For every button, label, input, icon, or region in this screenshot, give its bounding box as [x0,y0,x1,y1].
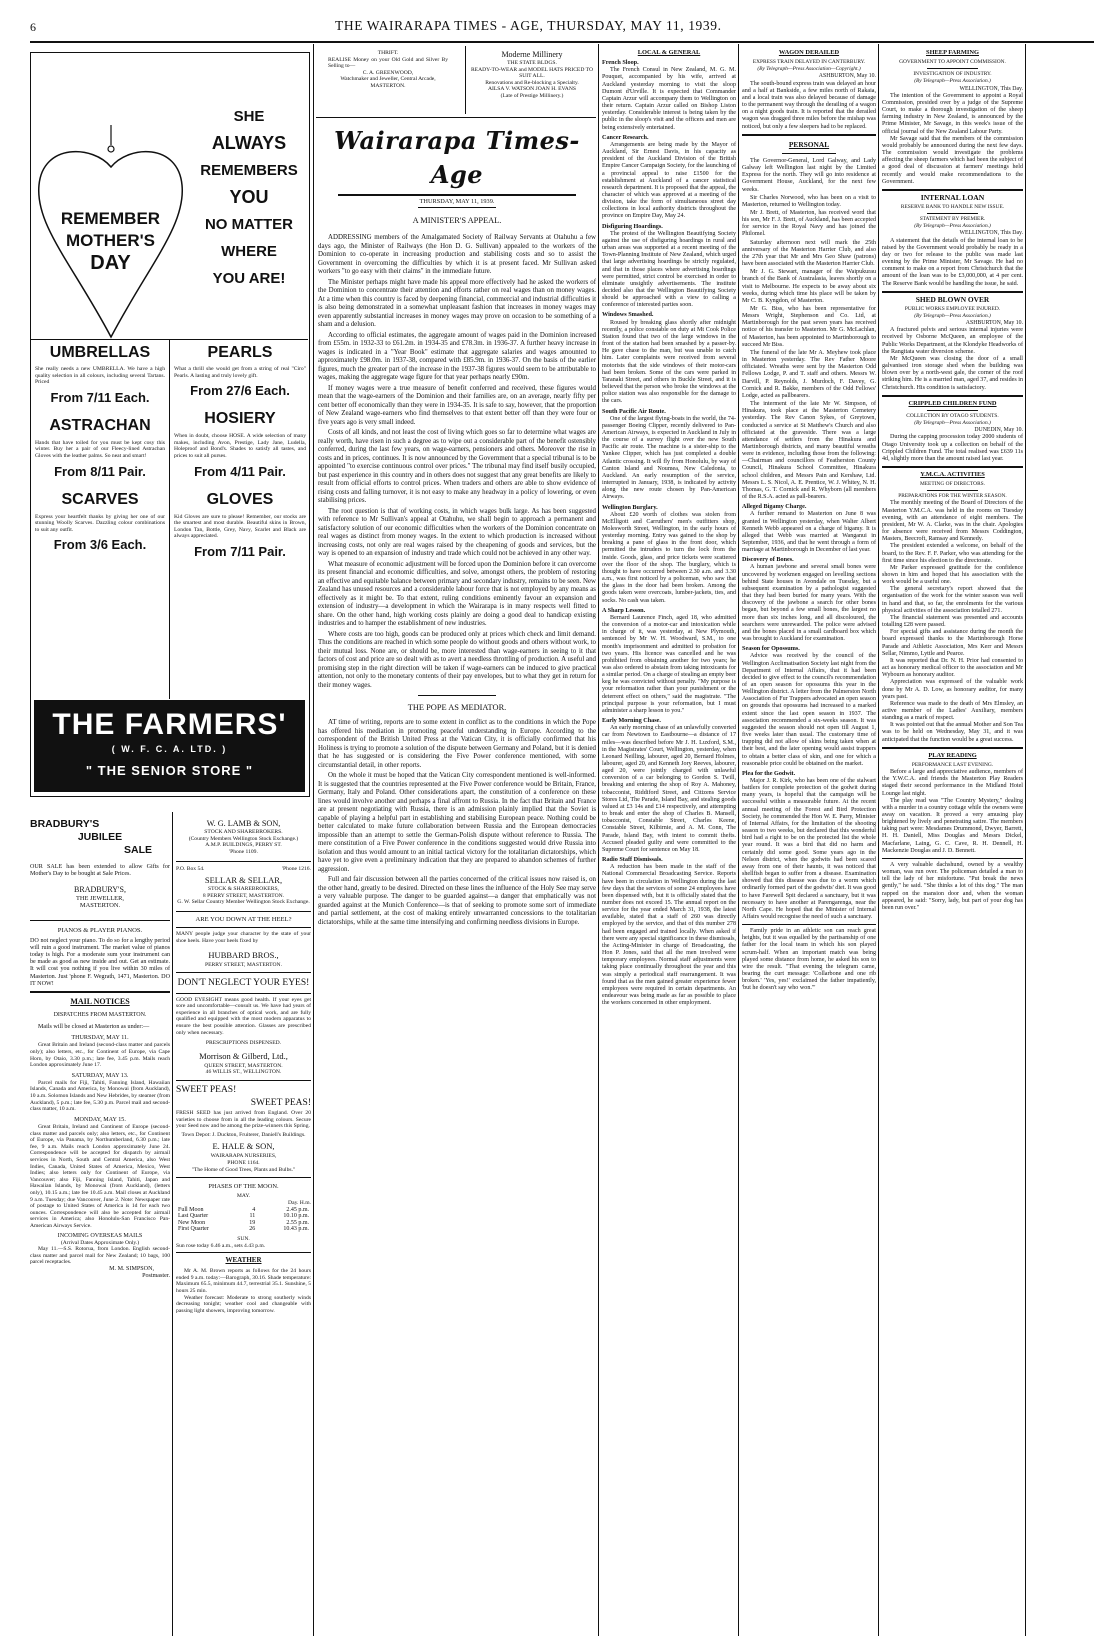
page-header [30,18,1095,40]
byline: (By Telegraph—Press Association.) [914,78,991,85]
umbrellas-title: UMBRELLAS [49,344,151,361]
personal-paragraph: Sir Charles Norwood, who has been on a visit to Masterton, returned to Wellington today. [742,194,876,208]
personal-paragraph: The Governor-General, Lord Galway, and Lady Galway left Wellington last night by the Limited Express for the north. They will go into residence at Government House, Auckland, for the next few weeks. [742,157,876,193]
news-item [742,645,876,768]
editorial-paragraph: Where costs are too high, goods can be produced only at prices which check and limit demand. Thus the conditions are reached in which some people do without goods and others without work, to their mutual loss. None are, or should be, more interested than wage-earners in seeing to it that factors of cost and price are so dealt with as to avert a needless throttling of production. A useful and promising step in the right direction will be taken if wage-earners can be induced to give practical attention, not only to the monetary contents of their pay envelopes, but to what they get in return for their money wages. [318,630,596,689]
section-subtitle: INVESTIGATION OF INDUSTRY. [913,71,992,78]
newspaper-masthead: Wairarapa Times-Age [334,126,580,189]
dateline: DUNEDIN, May 10. [974,427,1023,434]
millinery-line: AILSA V. WATSON JOAN H. EVANS [487,86,576,93]
umbrellas-price: From 7/11 Each. [50,389,150,405]
slogan-line: YOU [229,187,269,207]
pearls-body: What a thrill she would get from a string of real "Ciro" Pearls. A lasting and truly lovely gift. [174,366,306,379]
mail-date: SATURDAY, MAY 13. [71,1072,129,1079]
mothers-slogan [189,103,309,292]
eyes-line: 46 WILLIS ST., WELLINGTON. [205,1069,282,1076]
scarves-title: SCARVES [61,490,139,508]
mail-date: MONDAY, MAY 15. [74,1116,126,1123]
millinery-line: (Late of Prestige Millinery.) [500,92,564,99]
lamb-line: A.M.P. BUILDINGS, PERRY ST. [205,842,282,849]
mail-subtitle: DISPATCHES FROM MASTERTON. [53,1011,147,1018]
editorial-paragraph: On the whole it must be hoped that the Vatican City correspondent mentioned is well-informed. It is suggested that the countries represented at the Five Power conference would be Britain, France, Germany, Italy and Poland. Other considerations apart, the constitution of a conference on these lines would involve another and perhaps a final affront to Russia. In the fact that Britain and France are at present negotiating with Russia, there is an admission plainly implied that the Soviet is capable of playing a helpful part in establishing and stabilising European peace. Nothing could be better calculated to make future collaboration between Russia and the European democracies impossible than an attempt to settle the German-Polish dispute without reference to Russia. The mere constitution of a Five Power conference in the conditions suggested would drive Russia into isolation and thus would amount to an initial tactical victory for the totalitarian dictatorships, which have yet to give even a preliminary indication that they are prepared to abandon schemes of further aggression. [318,772,596,873]
mail-paragraph: Parcel mails for Fiji, Tahiti, Fanning Island, Hawaiian Islands, Canada and America, by Monowai (from Auckland), 10 a.m. Solomon Islands and New Hebrides, by steamer (from Auckland), 5 p.m.; late fee, 5.30 p.m. Parcel mail and second-class matter, 10 a.m. [30,1079,170,1113]
news-text: One of the largest flying-boats in the world, the 74-passenger Boeing Clipper, recently delivered to Pan-American Airways, is expected in Auckland in July in the course of a survey flight over the new South Pacific air route. The machine is a sister-ship to the Yankee Clipper, which has just completed a double Atlantic crossing. It will fly from Honolulu, by way of Canton Island and Noumea, New Caledonia, to Auckland. An early resumption of the service, interrupted in January, 1938, is indicated by activity along the new route chosen by Pan-American Airways. [602,415,736,501]
astrachan-body: Hands that have toiled for you must be kept cosy this winter. Buy her a pair of our Fleecy-lined Astrachan Gloves with the leather palms. So neat and smart! [35,439,165,459]
moon-row [176,1220,311,1227]
millinery-advert [468,50,596,100]
news-heading: Discovery of Bones. [742,556,794,564]
section-title: CRIPPLED CHILDREN FUND [908,399,997,407]
thrift-name: C. A. GREENWOOD, [362,69,414,76]
lamb-line: 'Phone 1109. [229,848,258,855]
millinery-title: Moderne Millinery [501,50,563,59]
section-subtitle: RESERVE BANK TO HANDLE NEW ISSUE. [900,203,1005,210]
editorial-title: THE POPE AS MEDIATOR. [407,703,507,713]
editorial-paragraph: What measure of economic adjustment will be forced upon the Dominion before it can overcome its present financial and economic difficulties, and solve, amongst others, the problem of restoring an effective and equitable balance between primary and secondary industry, remains to be seen. New Zealand has unused resources and a considerable labour force that is not employed by any means as effectively as it might be. To that extent, ruling conditions eminently favour an expansion and extension of industry—a development in which the Wairarapa is in many respects well fitted to share. On the other hand, high working costs plainly are doing a good deal to handicap existing industries and to hamper the establishment of new industries. [318,560,596,628]
farmers-right-col [174,343,306,561]
gloves-title: GLOVES [206,490,274,508]
news-text: The south-bound express train was delayed an hour and a half at Bankside, a few miles north of Rakaia, and a local train was also delayed because of damage to the permanent way through the derailing of a wagon on a night goods train. It is reported that the derailed wagon was dragged three miles before the mishap was noticed, but only a few sleepers had to be replaced. [742,80,876,130]
news-text: Arrangements are being made by the Mayor of Auckland, Sir Ernest Davis, in his capacity as president of the Auckland Division of the British Empire Cancer Campaign Society, for the launching of a provincial appeal to raise £1500 for the establishment at Auckland of a cancer statistical research department. It is proposed that the appeal, the character of which was approved at a meeting of the division, take the form of simultaneous street day collections in local authority districts throughout the province on Empire Day, May 24. [602,141,736,220]
eyes-line: QUEEN STREET, MASTERTON. [204,1062,283,1069]
mail-paragraph: Great Britain and Ireland (second-class matter and parcels only); also letters, etc., for Continent of Europe, via Cape Horn, by Otaio, 3.30 p.m.; late fee, 3.45 p.m. Mails reach London approximately June 17. [30,1042,170,1069]
news-text: A fractured pelvis and serious internal injuries were received by Osborne McQueen, an employee of the Public Works Department, at the Klondyke Headworks of the Rangitata water diversion scheme. [882,327,1023,355]
news-item [602,717,736,854]
thrift-advert [318,50,458,90]
peas-title: SWEET PEAS! [250,1098,311,1109]
heart-line: DAY [90,252,131,274]
personal-paragraph: Mr G. Biss, who has been representative for Messrs Wright, Stephenson and Co. Ltd, at Martinborough for the past seven years has received notice of his transfer to Masterton. Mr G. McLachlan, of Masterton, has been appointed to Martinborough to succeed Mr Biss. [742,306,876,348]
sun-title: SUN. [237,1235,250,1242]
news-heading: Windows Smashed. [602,311,654,319]
sellar-phone: 'Phone 1216. [282,866,311,873]
slogan-line: SHE [233,108,265,125]
hubbard-title: ARE YOU DOWN AT THE HEEL? [195,915,292,923]
moon-day: 19 [249,1219,256,1226]
farmers-logo [34,700,305,792]
section-title: SHEEP FARMING [926,49,979,56]
sun-line: Sun rose today 6.46 a.m., sets 4.43 p.m. [176,1242,266,1249]
news-text: Family pride in an athletic son can reach great heights, but it was equalled by the partisanship of one father for the local team in which his son played scrum-half. When an important match was being played some distance from home, he asked his son to wire the result. "That evening the telegram came, bearing the curt message: 'Collarbone and one rib broken.' 'Yes, yes!' exclaimed the father impatiently, 'but he doesn't say who won.'" [742,928,876,992]
bradbury-town: MASTERTON. [79,902,121,910]
news-text: A human jawbone and several small bones were uncovered by workmen engaged on levelling sections behind State houses in Avondale on Tuesday, but a subsequent examination by a pathologist suggested that they had been buried for many years. With the discovery of the jawbone a search for other bones began, but beyond a few small bones, the largest no more than six inches long, and all discoloured, the searchers were unrewarded. The police were advised and the bones placed in a small cardboard box which was brought to Auckland for examination. [742,564,876,643]
news-item [742,503,876,554]
personal-paragraph: The interment of the late Mr W. Simpson, of Hinakura, took place at the Masterton Cemetery yesterday. The Rev Canon Sykes, of Greytown, conducted a service at St Matthew's Church and also officiated at the graveside. There was a large attendance of settlers from the Hinakura and Martinborough districts, and many beautiful wreaths were in evidence, including those from the following:—Chairman and councillors of Featherston County Council, Hinakura School Committee, Hinakura school children, and Messrs Pain and Kershaw, Ltd. Messrs L. S. Nicol, A. E. Prentice, W. J. Whitey, N. H. Thomas, G. T. Cornick and R. Whyborn (all members of the R.S.A. acted as pall-bearers. [742,401,876,501]
column-1 [30,818,170,1280]
lamb-title: W. G. LAMB & SON, [206,819,281,828]
peas-name: E. HALE & SON, [212,1141,275,1152]
heart-text [33,208,188,274]
news-item [602,504,736,605]
moon-phase: New Moon [178,1219,206,1226]
section-title: SHED BLOWN OVER [915,294,990,304]
byline: (By Telegraph—Press Association—Copyright.) [757,66,861,73]
masthead-line: THE WAIRARAPA TIMES - AGE, THURSDAY, MAY 11, 1939. [335,18,722,33]
news-item [602,311,736,405]
section-title: PERSONAL [788,139,830,149]
moon-unit: Day. H.m. [288,1199,311,1206]
section-subtitle: PUBLIC WORKS EMPLOYEE INJURED. [904,305,1001,312]
mail-paragraph: May 11.—S.S. Rotorua, from London. English second-class matter and parcel mail for New Zealand; 10 bags, 100 parcel receptacles. [30,1246,170,1266]
dateline: WELLINGTON, This Day. [959,85,1023,92]
thrift-trade: Watchmaker and Jeweller, Central Arcade, [340,76,436,83]
editorial-paragraph: Full and fair discussion between all the parties concerned of the critical issues now raised is, on the other hand, greatly to be desired. Directed on these lines the influence of the Holy See may serve a very valuable purpose. The danger to be guarded against—a danger that emphatically was not guarded against at the Munich Conference—is that of seeking to promote some sort of immediate and partial settlement, at the cost of making entirely unwarranted concessions to the totalitarian dictatorships, while at the same time intensifying and confirming needless divisions in Europe. [318,876,596,926]
moon-time: 2.55 p.m. [286,1219,309,1226]
editorial-paragraph: Costs of all kinds, and not least the cost of living which goes so far to determine what wages are really worth, have risen in such a degree as to wipe out a considerable part of the benefit ostensibly conferred, during the last few years, on wage-earners, pensioners and others. Moreover the rise in costs and in prices, continues. It is now announced by the Government that a special tribunal is to be appointed "to exercise continuous control over prices." The tribunal may find itself busily occupied, but past experience in this country and in others does not suggest that any great benefits are likely to result from official efforts to control prices. When traders and others are able to show evidence of rising costs and falling turnover, it is not easy to make any headway in a policy of lowering, or even stabilising prices. [318,429,596,505]
news-heading: Wellington Burglary. [602,503,658,511]
peas-line: WAIRARAPA NURSERIES, [210,1153,277,1160]
editorial-paragraph: ADDRESSING members of the Amalgamated Society of Railway Servants at Otahuhu a few days ago, the Minister of Railways (the Hon D. G. Sullivan) appealed to the workers of the Dominion to co-operate in increasing production and stabilising costs and so to assist the Government in overcoming the difficulties by which it is at present faced. Mr Sullivan asked workers "to go easy with their claims" in the immediate future. [318,234,596,276]
slogan-line: WHERE [221,243,277,260]
editorial-paragraph: AT time of writing, reports are to some extent in conflict as to the conditions in which the Pope has offered his mediation in promoting peaceful understanding in Europe. According to the correspondent of the British United Press at the Vatican City, it is officially confirmed that his Holiness is trying to promote a solution of the dispute between Germany and Poland, but it is denied that he has suggested or is considering the Five Power conference mentioned, with some circumstantial detail, in other reports. [318,719,596,769]
section-subtitle: COLLECTION BY OTAGO STUDENTS. [906,412,999,419]
news-heading: Plea for the Godwit. [742,769,796,777]
ymca-paragraph: Mr Parker expressed gratitude for the confidence shown in him and hoped that his association with the work would be a useful one. [882,564,1023,586]
mail-title: MAIL NOTICES [70,996,130,1006]
news-item [602,59,736,132]
moon-time: 10.43 p.m. [283,1226,309,1233]
news-text: About £20 worth of clothes was stolen from McElligott and Carruthers' men's outfitters shop, Molesworth Street, Wellington, in the early hours of yesterday morning. Entry was gained to the shop by breaking a pane of glass in the front door, which permitted the intruders to turn the lock from the inside. Goods, glass, and price tickets were scattered over the floor of the shop. The burglary, which is thought to have occurred between 2.30 a.m. and 3.30 a.m., was first noticed by a policeman, who saw that the glass in the door had been broken. Among the goods taken were overcoats, lumber-jackets, ties, and socks. No cash was taken. [602,511,736,604]
personal-paragraph: Mr J. Brett, of Masterton, has received word that his son, Mr F. J. Brett, of Auckland, has been accepted for service in the Royal Navy and has joined the Philomel. [742,209,876,238]
hubbard-body: MANY people judge your character by the state of your shoe heels. Have your heels fixed by [176,930,311,944]
byline: (By Telegraph—Press Association.) [914,313,991,319]
pearls-title: PEARLS [207,344,273,361]
personal-paragraph: The funeral of the late Mr A. Meyhew took place in Masterton yesterday. The Rev Father Moore officiated. Wreaths were sent by the Masterton Odd Fellows Lodge, P. and T. staff and others. Messrs W. Darvill, P. Reynolds, J. Murdoch, F. Davey, G. Cornick and R. Bakke, members of the Odd Fellows' Lodge, acted as pallbearers. [742,349,876,399]
news-text: Roused by breaking glass shortly after midnight recently, a police constable on duty at Mt Cook Police Station found that two of the large windows in the front of the station had been smashed by a passer-by. He gave chase to the man, but was unable to catch him. Later complaints were received from several motorists that the side windows of their motor-cars had been broken. Some of the cars were parked in Taranaki Street, and others in Buckle Street, and it is believed that the person who broke the windows at the police station was also responsible for the damage to the cars. [602,319,736,405]
hubbard-name: HUBBARD BROS., [208,950,279,961]
lamb-line: STOCK AND SHAREBROKERS. [204,829,283,835]
moon-time: 10.10 p.m. [283,1213,309,1220]
section-title: WAGON DERAILED [778,49,840,56]
sellar-line: G. W. Sellar Country Member Wellington Stock Exchange. [177,899,310,906]
sellar-title: SELLAR & SELLAR, [204,874,283,885]
astrachan-title: ASTRACHAN [49,416,151,434]
column-rule [172,812,173,1636]
ymca-paragraph: For special gifts and assistance during the month the board expressed thanks to the Martinborough Horse Parade and Athletic Association, Mrs Kerr and Messrs Sellar, Nimmo, Lyttle and Pearce. [882,629,1023,657]
heart-line: REMEMBER [60,209,161,228]
mail-paragraph: Great Britain, Ireland and Continent of Europe (second-class matter and parcels only; also letters, etc., for Continent of Europe, via Panama, by Northumberland, 6.30 p.m.; late fee, 9 a.m. Mails reach London approximately June 24. Correspondence will be accepted for dispatch by airmail services in North, South and Central America, also West Indies, Canada, United States of America, Mexico, West Indies; also letters only for Continent of Europe, via Vancouver; also Fiji, Fanning Island, Tahiti, Japan and Hawaiian Islands, by Monowai (from Auckland), (letters only), 10.15 a.m.; late fee 10.45 a.m. Mail closes at Auckland 9 a.m. Tuesday; due Vancouver, June 2. Note: Newspaper rate of postage to United States of America is 1d for each two ounces. Correspondence will also be accepted for airmail services in America; also Honolulu-San Francisco Pan-American Airways Service. [30,1124,170,1229]
weather-title: WEATHER [225,1256,262,1265]
pearls-price: From 27/6 Each. [190,383,290,399]
news-text: Bernard Laurence Finch, aged 18, who admitted the conversion of a motor-car and intoxication while in charge of it, was yesterday, at New Plymouth, sentenced by Mr W. H. Woodward, S.M., to one month's imprisonment and admitted to probation for two years. His licence was cancelled and he was prohibited from obtaining another for two years; he was also ordered to abstain from taking intoxicants for a similar period. On a charge of stealing an empty beer keg he was convicted without penalty. "My purpose is your reformation rather than your punishment or the deterrent effect on others," said the magistrate. "The principal purpose is your reformation, but I must administer a sharp lesson to you." [602,614,736,714]
news-heading: South Pacific Air Route. [602,407,666,415]
personal-paragraph: Saturday afternoon next will mark the 25th anniversary of the Masterton Harrier Club, and also the 27th year that Mr and Mrs Geo Shaw (patrons) have been associated with the Masterton Harrier Club. [742,239,876,268]
news-heading: A Sharp Lesson. [602,606,646,614]
dateline: WELLINGTON, This Day. [959,230,1023,237]
hosiery-price: From 4/11 Pair. [194,463,286,479]
umbrellas-body: She really needs a new UMBRELLA. We have a high quality selection in all colours, including several Tartans. Priced [35,366,165,386]
moon-row [176,1226,311,1233]
section-subtitle: GOVERNMENT TO APPOINT COMMISSION. [899,59,1006,66]
news-heading: French Sloop. [602,59,639,67]
moon-day: 4 [252,1206,256,1213]
hosiery-title: HOSIERY [204,410,276,428]
editorial-title: A MINISTER'S APPEAL. [412,216,502,226]
section-subtitle: STATEMENT BY PREMIER. [919,216,986,223]
moon-time: 2.45 p.m. [286,1206,309,1213]
dateline: ASHBURTON, May 10. [965,320,1023,327]
mail-date: INCOMING OVERSEAS MAILS [57,1232,143,1239]
peas-line: PHONE 1164. [227,1160,260,1166]
news-text: Mr McQueen was closing the door of a small galvanised iron storage shed when the building was blown over by a north-west gale, the corner of the roof striking him. He is a married man, aged 37, and resides in Christchurch. His condition is satisfactory. [882,355,1023,391]
news-text: The protest of the Wellington Beautifying Society against the use of disfiguring hoardings in rural and urban areas was supported at a recent meeting of the Town-Planning Institute of New Zealand, which urged that large advertising hoardings be strictly regulated, and that in those places where advertising hoardings were permitted, strict control be exercised in order to eliminate unsightly advertisements. The institute decided also that the Wellington Beautifying Society should be approached with a view to calling a conference of interested parties soon. [602,230,736,309]
thrift-town: MASTERTON. [370,82,406,89]
millinery-line: Renovations and Re-blocking a Specialty. [485,79,579,86]
news-text: A very valuable dachshund, owned by a wealthy woman, was run over. The policeman detailed a man to tell the lady of her misfortune. "Put break the news gently," he said. "She thinks a lot of this dog." The man rapped on the mansion door and, when the woman appeared, he said: "Sorry, lady, but part of your dog has been run over." [882,861,1023,911]
column-2 [176,818,311,1314]
column-rule [738,44,739,1636]
byline: (By Telegraph—Press Association.) [914,223,991,230]
page-number: 6 [30,20,36,34]
bradbury-shop: THE JEWELLER, [76,895,124,903]
farmers-left-col [35,343,165,554]
column-rule [1025,44,1026,1636]
eyes-name: Morrison & Gilberd, Ltd., [199,1050,288,1061]
farmers-slogan: " THE SENIOR STORE " [85,763,254,778]
news-heading: Disfiguring Hoardings. [602,222,663,230]
scarves-price: From 3/6 Each. [53,537,147,553]
slogan-line: ALWAYS [211,133,287,153]
local-general-column [602,46,736,1007]
gloves-price: From 7/11 Pair. [194,543,286,559]
moon-table [176,1207,311,1233]
news-heading: Radio Staff Dismissals. [602,856,663,864]
mail-date: (Arrival Dates Approximate Only.) [60,1239,140,1246]
news-text: The intention of the Government to appoint a Royal Commission, presided over by a judge of the Supreme Court, to make a thorough investigation of the sheep farming industry in New Zealand, is announced by the Prime Minister, Mr Savage, in this week's issue of the official journal of the New Zealand Labour Party. [882,92,1023,135]
news-item [602,607,736,715]
news-text: An early morning chase of an unlawfully converted car from Newtown to Eastbourne—a distance of 17 miles—was described before Mr J. H. Luxford, S.M., in the Magistrates' Court, Wellington, yesterday, when Leonard Neilling, labourer, aged 20, Bernard Holmes, labourer, aged 20, and Kenneth Jory Reeves, labourer, aged 20, were jointly charged with unlawful conversion of a car belonging to Gordon S. Twill, breaking and entering the shop of Roy A. Mahoney, tobacconist, Riddiford Street, and Citizens Service Stores Ltd, The Parade, Island Bay, and stealing goods valued at £3 14s and £14 respectively, and attempting to break and enter the shop of Charles B. Mansell, tobacconist, Constable Street, Charles Keene, Constable Street, Kilbirnie, and A. M. Conn, The Parade, Island Bay, with intent to commit thefts. Accused pleaded guilty and were committed to the Supreme Court for sentence on May 18. [602,725,736,853]
millinery-line: THE STATE BLDGS. [507,60,557,66]
section-subtitle: PREPARATIONS FOR THE WINTER SEASON. [898,493,1007,500]
personal-column [742,46,876,993]
section-title: PLAY READING [928,751,977,759]
eyes-title: DON'T NEGLECT YOUR EYES! [177,977,310,988]
section-subtitle: EXPRESS TRAIN DELAYED IN CANTERBURY. [752,59,866,66]
news-item [602,223,736,310]
moon-row [176,1213,311,1220]
sellar-line: 8 PERRY STREET, MASTERTON. [202,892,285,899]
farmers-sub: ( W. F. C. A. LTD. ) [111,744,228,754]
news-heading: Early Morning Chase. [602,717,661,725]
slogan-line: REMEMBERS [200,162,298,179]
news-text: A further remand to Masterton on June 8 was granted in Wellington yesterday, when Walter Albert Kenneth Webb appeared on a charge of bigamy. It is alleged that Webb was married at Wanganui in September, 1936, and that he went through a form of marriage at Martinborough in December of last year. [742,511,876,554]
news-item [742,556,876,643]
ymca-paragraph: The president extended a welcome, on behalf of the board, to the Rev. F. F. Parker, who was attending for the first time since his election to the directorate. [882,543,1023,564]
news-item [602,134,736,221]
news-text: A reduction has been made in the staff of the National Commercial Broadcasting Service. Reports have been in circulation in Wellington during the last few days that the services of some 24 employees have been dispensed with, but it is officially stated that the number does not exceed 15. The annual report on the service for the year ended March 31, 1938, the latest available, stated that a staff of 260 was directly employed by the service, and that of this number 278 had been engaged and trained locally. When asked if there were any special significance in these dismissals, the Acting-Minister in charge of Broadcasting, the Hon P. Jones, said that all the men involved were temporary employees. Normal staff adjustments were taking place continually throughout the year and this was simply a periodical staff rearrangement. It was found that as the men gained greater experience fewer employees were required in certain departments. An endeavour was being made as far as possible to place the workers concerned in other employment. [602,864,736,1007]
ymca-paragraph: It was pointed out that the annual Mother and Son Tea was to be held on Wednesday, May 31, and it was anticipated that the function would be a great success. [882,722,1023,743]
personal-paragraph: Mr J. G. Stewart, manager of the Waipukurau branch of the Bank of Australasia, leaves shortly on a visit to Melbourne. He expects to be away about six weeks, during which time his place will be taken by Mr C. B. Kyngdon, of Masterton. [742,269,876,304]
eyes-line: PRESCRIPTIONS DISPENSED. [205,1040,282,1047]
slogan-line: NO MATTER [204,216,294,233]
editorial-column [318,124,596,929]
news-heading: Cancer Research. [602,133,649,141]
section-title: INTERNAL LOAN [920,192,985,202]
lamb-line: (Country Members Wellington Stock Exchange.) [188,835,299,842]
section-title: Y.M.C.A. ACTIVITIES [920,470,985,478]
column-rule [313,44,314,1636]
editorial-body [318,719,596,927]
news-text: Mr Savage said that the members of the commission would probably be announced during the next few days. The commission would investigate the problems affecting the sheep farmers which had been the subject of a good deal of discussion at farmers' meetings held recently and would make recommendations to the Government. [882,135,1023,185]
editorial-paragraph: According to official estimates, the aggregate amount of wages paid in the Dominion increased from £55m. in 1932-33 to £61.2m. in 1934-35 and £78.3m. in 1936-37. A further heavy increase in wages is indicated in a "Year Book" estimate that aggregate salaries and wages amounted to approximately £98.0m. in 1937-38, compared with £85.9m. in 1936-37. On the basis of the earlier figures, much the greater part of the increase in the 1937-38 figures would seem to be attributable to wages, making the aggregate wage figure for that year perhaps nearly £90m. [318,331,596,382]
news-text: The French Consul in New Zealand, M. G. M. Pouquet, accompanied by his wife, arrived at Auckland yesterday morning to visit the sloop Dumont d'Urville. It is expected that Commander Captain Arzur will accompany them to Wellington on their return. Captain Arzur called on Bishop Liston yesterday. Considerable interest is being taken by the public in the sloop's visit and the officers and men are being extensively entertained. [602,67,736,131]
news-text: Before a large and appreciative audience, members of the Y.W.C.A. and friends the Masterton Play Readers staged their second performance in the Midland Hotel Lounge last night. [882,769,1023,797]
bradbury-title: JUBILEE [77,831,123,843]
moon-title: PHASES OF THE MOON. [208,1183,279,1191]
news-item [742,770,876,921]
moon-month: MAY. [236,1193,251,1200]
thrift-body: REALISE Money on your Old Gold and Silver By Selling to— [328,56,448,70]
sellar-line: STOCK & SHAREBROKERS, [208,885,279,892]
bradbury-shop: BRADBURY'S, [74,885,126,895]
bradbury-body: OUR SALE has been extended to allow Gifts for Mother's Day to be bought at Sale Prices. [30,864,170,878]
millinery-line: READY-TO-WEAR and MODEL HATS PRICED TO SUIT ALL. [470,66,594,80]
editorial-paragraph: If money wages were a true measure of benefit conferred and received, these figures would mean that the wage-earners of the Dominion and their families are, on an average, nearly fifty per cent better off economically than they were in 1934-35. It is safe to say, however, that the proportion of New Zealand wage-earners who find themselves to that extent better off than they were four or five years ago is very small indeed. [318,384,596,426]
news-text: Advice was received by the council of the Wellington Acclimatisation Society last night from the Department of Internal Affairs, that it had been decided to give effect to the council's recommendation of an open season for opossums this year in the Wellington district. A letter from the Palmerston North Association of Fur Trappers advocated an open season on grounds that opossums had increased to a marked extent since the last open season in 1937. The association recommended a six-weeks season. It was suggested the season should not open till August 1, five weeks later than usual. The customary time of trapping did not allow of skins being taken when at their best, and the later opening would assist trappers to obtain a better class of skin, and one for which a reasonable price could be obtained on the market. [742,653,876,767]
ymca-paragraph: The monthly meeting of the Board of Directors of the Masterton Y.M.C.A. was held in the rooms on Tuesday evening, with an attendance of eight members. The president, Mr W. A. Clarke, was in the chair. Apologies for absence were received from Messrs Coddington, Masters, Beecroft, Ramsay and Kennedy. [882,500,1023,543]
mail-signature: Postmaster. [142,1273,170,1280]
pianos-body: DO not neglect your piano. To do so for a lengthy period will ruin a good instrument. The market value of pianos today is high. For a moderate sum your instrument can be made as good as new inside and out. Get an estimate. It will cost you nothing if you live within 30 miles of Masterton. Just 'phone F. Wegrath, 1471, Masterton. DO IT NOW! [30,937,170,987]
news-heading: Alleged Bigamy Charge. [742,503,807,511]
column-rule [598,44,599,1636]
peas-line: "The Home of Good Trees, Plants and Bulbs." [191,1166,296,1173]
bradbury-title: BRADBURY'S [30,818,100,830]
mail-signature: M. M. SIMPSON, [109,1266,154,1273]
mail-date: THURSDAY, MAY 11. [71,1035,129,1042]
news-item [602,408,736,502]
editorial-paragraph: The root question is that of working costs, in which wages bulk large. As has been suggested with reference to Mr Sullivan's appeal at Otahuhu, we shall begin to approach a permanent and satisfactory solution of our economic difficulties when the workers of the Dominion concentrate on real wages as distinct from money wages. In the extent to which production is increased without increasing costs, not only are real wages raised by the cheapening of goods and services, but the way is opened to an expansion of industry and trade which could not be achieved in any other way. [318,507,596,558]
editorial-date: THURSDAY, MAY 11, 1939. [419,198,495,205]
moon-day: 11 [249,1213,256,1220]
slogan-line: YOU ARE! [212,270,286,287]
ymca-paragraph: Appreciation was expressed of the valuable work done by Mr A. D. Low, as honorary auditor, for many years past. [882,679,1023,700]
dateline: ASHBURTON, May 10. [818,73,876,80]
news-heading: Season for Opossums. [742,645,800,653]
section-subtitle: MEETING OF DIRECTORS. [919,481,986,488]
section-title: LOCAL & GENERAL [637,49,701,56]
peas-title: SWEET PEAS! [176,1085,237,1096]
news-text: During the capping procession today 2000 students of Otago University took up a collection on behalf of the Crippled Children Fund. The total realised was £639 11s 4d, slightly more than the amount raised last year. [882,434,1023,462]
ymca-paragraph: The financial statement was presented and accounts totalling £28 were passed. [882,614,1023,629]
header-rule [30,41,1094,43]
byline: (By Telegraph—Press Association.) [914,420,991,427]
moon-phase: Last Quarter [178,1213,209,1220]
news-text: The play read was "The Country Mystery," dealing with a murder in a country cottage while the owners were away on vacation. It proved a very amusing play brightened by lively and penetrating satire. The members taking part were: Mesdames Drummond, Dwyer, Barrett, H. H. Daniell, Miss Douglas and Messrs Dickel, Macfarlane, Laing, G. C. Cave, R. H. Dennell, H. Mackenzie Douglas and J. D. Bennett. [882,797,1023,854]
weather-forecast: Weather forecast: Moderate to strong southerly winds decreasing tonight; weather cool and changeable with passing light showers, improving tomorrow. [176,1294,311,1314]
editorial-body [318,234,596,690]
gloves-body: Kid Gloves are sure to please! Remember, our stocks are the smartest and most durable. Beautiful skins in Brown, London Tan, Bottle, Grey, Navy, Scarlet and Black are always appreciated. [174,513,306,540]
news-text: A statement that the details of the internal loan to be raised by the Government would probably be ready in a day or two for release to the public was made last evening by the Prime Minister, Mr Savage. He had no comment to make on a report from Christchurch that the amount of the loan was to be £3,000,000, at 4 per cent. The Reserve Bank would be handling the issue, he said. [882,237,1023,287]
column-rule [878,44,879,1636]
peas-line: Town Depot: J. Duckton, Fruiterer, Daniell's Buildings. [181,1131,306,1138]
editorial-paragraph: The Minister perhaps might have made his appeal more effectively had he asked the workers of the Dominion to concentrate their attention and efforts rather on real wages than on money wages. At a time when this country is faced by deepening financial, commercial and industrial difficulties it is also being demonstrated in a somewhat unpleasant fashion that increases in money wages may even apparently substantial increases in money wages may prove on occasion to be something of a sham and a delusion. [318,278,596,329]
ymca-paragraph: It was reported that Dr. N. H. Prior had consented to act as honorary medical officer to the association and Mr Wybourn as honorary auditor. [882,657,1023,679]
weather-body: Mr A. M. Brown reports as follows for the 24 hours ended 9 a.m. today:—Barograph, 30.16. Shade temperature: Maximum 65.5, minimum 44.7, terrestrial 35.1. Sunshine, 5 hours 25 min. [176,1268,311,1295]
peas-body: FRESH SEED has just arrived from England. Over 20 varieties to choose from in all the leading colours. Secure your Seed now and be among the prize-winners this Spring. [176,1110,311,1130]
thrift-title: THRIFT. [377,50,399,56]
news-text: Major J. R. Kirk, who has been one of the stalwart battlers for complete protection of the godwit during many years, is hopeful that the campaign will be successful within a measurable future. At the recent annual meeting of the Forest and Bird Protection Society, he commended the Hon W. E. Parry, Minister of Internal Affairs, for the limitation of the shooting season to two weeks, but declared that this wonderful bird had a right to be on the protected list the whole year round. It was a bird that did no harm and certainly did some good. Some years ago in the Nelson district, when the godwits had been scared away from one of their haunts, it was noticed that shellfish began to suffer from a disease. Examination showed that this disease was due to a worm which ordinarily formed part of the godwits' diet. It was good to have Farewell Spit declared a sanctuary, but it was necessary to have another at Parengarenga, near the North Cape. He hoped that the Minister of Internal Affairs would recognise the need of such a sanctuary. [742,778,876,920]
hubbard-address: PERRY STREET, MASTERTON. [205,962,282,969]
ymca-paragraph: Reference was made to the death of Mrs Elmsley, an active member of the Ladies' Auxiliary, members standing as a mark of respect. [882,700,1023,722]
moon-row [176,1207,311,1214]
astrachan-price: From 8/11 Pair. [54,463,146,479]
pianos-title: PIANOS & PLAYER PIANOS. [57,926,143,934]
scarves-body: Express your heartfelt thanks by giving her one of our stunning Woolly Scarves. Dazzling colour combinations to suit any outfit. [35,513,165,533]
heart-line: MOTHER'S [65,231,156,250]
moon-phase: Full Moon [178,1206,204,1213]
mail-intro: Mails will be closed at Masterton as under:— [38,1024,150,1031]
news-item [602,856,736,1007]
farmers-name: THE FARMERS' [52,708,287,741]
sellar-contacts [176,866,311,873]
news-column-right [882,46,1023,912]
moon-day: 26 [249,1226,256,1233]
bradbury-title: SALE [123,844,152,856]
farmers-advert [30,52,310,797]
ymca-paragraph: The general secretary's report showed that the organisation of the work for the winter season was well in hand and that, so far, the enrolments for the various physical activities of the association totalled 271. [882,586,1023,614]
eyes-body: GOOD EYESIGHT means good health. If your eyes get sore and uncomfortable—consult us. We have had years of experience in all branches of optical work, and are fully qualified and equipped with the most modern apparatus to ensure the best possible attention. Glasses are prescribed only when necessary. [176,996,311,1036]
hosiery-body: When in doubt, choose HOSE. A wide selection of many makes, including Avon, Prestige, Lady Jane, Ludella, Holeproof and Bond's. Shades to satisfy all tastes, and prices to suit all purses. [174,433,306,459]
moon-phase: First Quarter [178,1226,209,1233]
section-subtitle: PERFORMANCE LAST EVENING. [911,761,994,768]
sellar-box: P.O. Box 54. [176,866,205,873]
